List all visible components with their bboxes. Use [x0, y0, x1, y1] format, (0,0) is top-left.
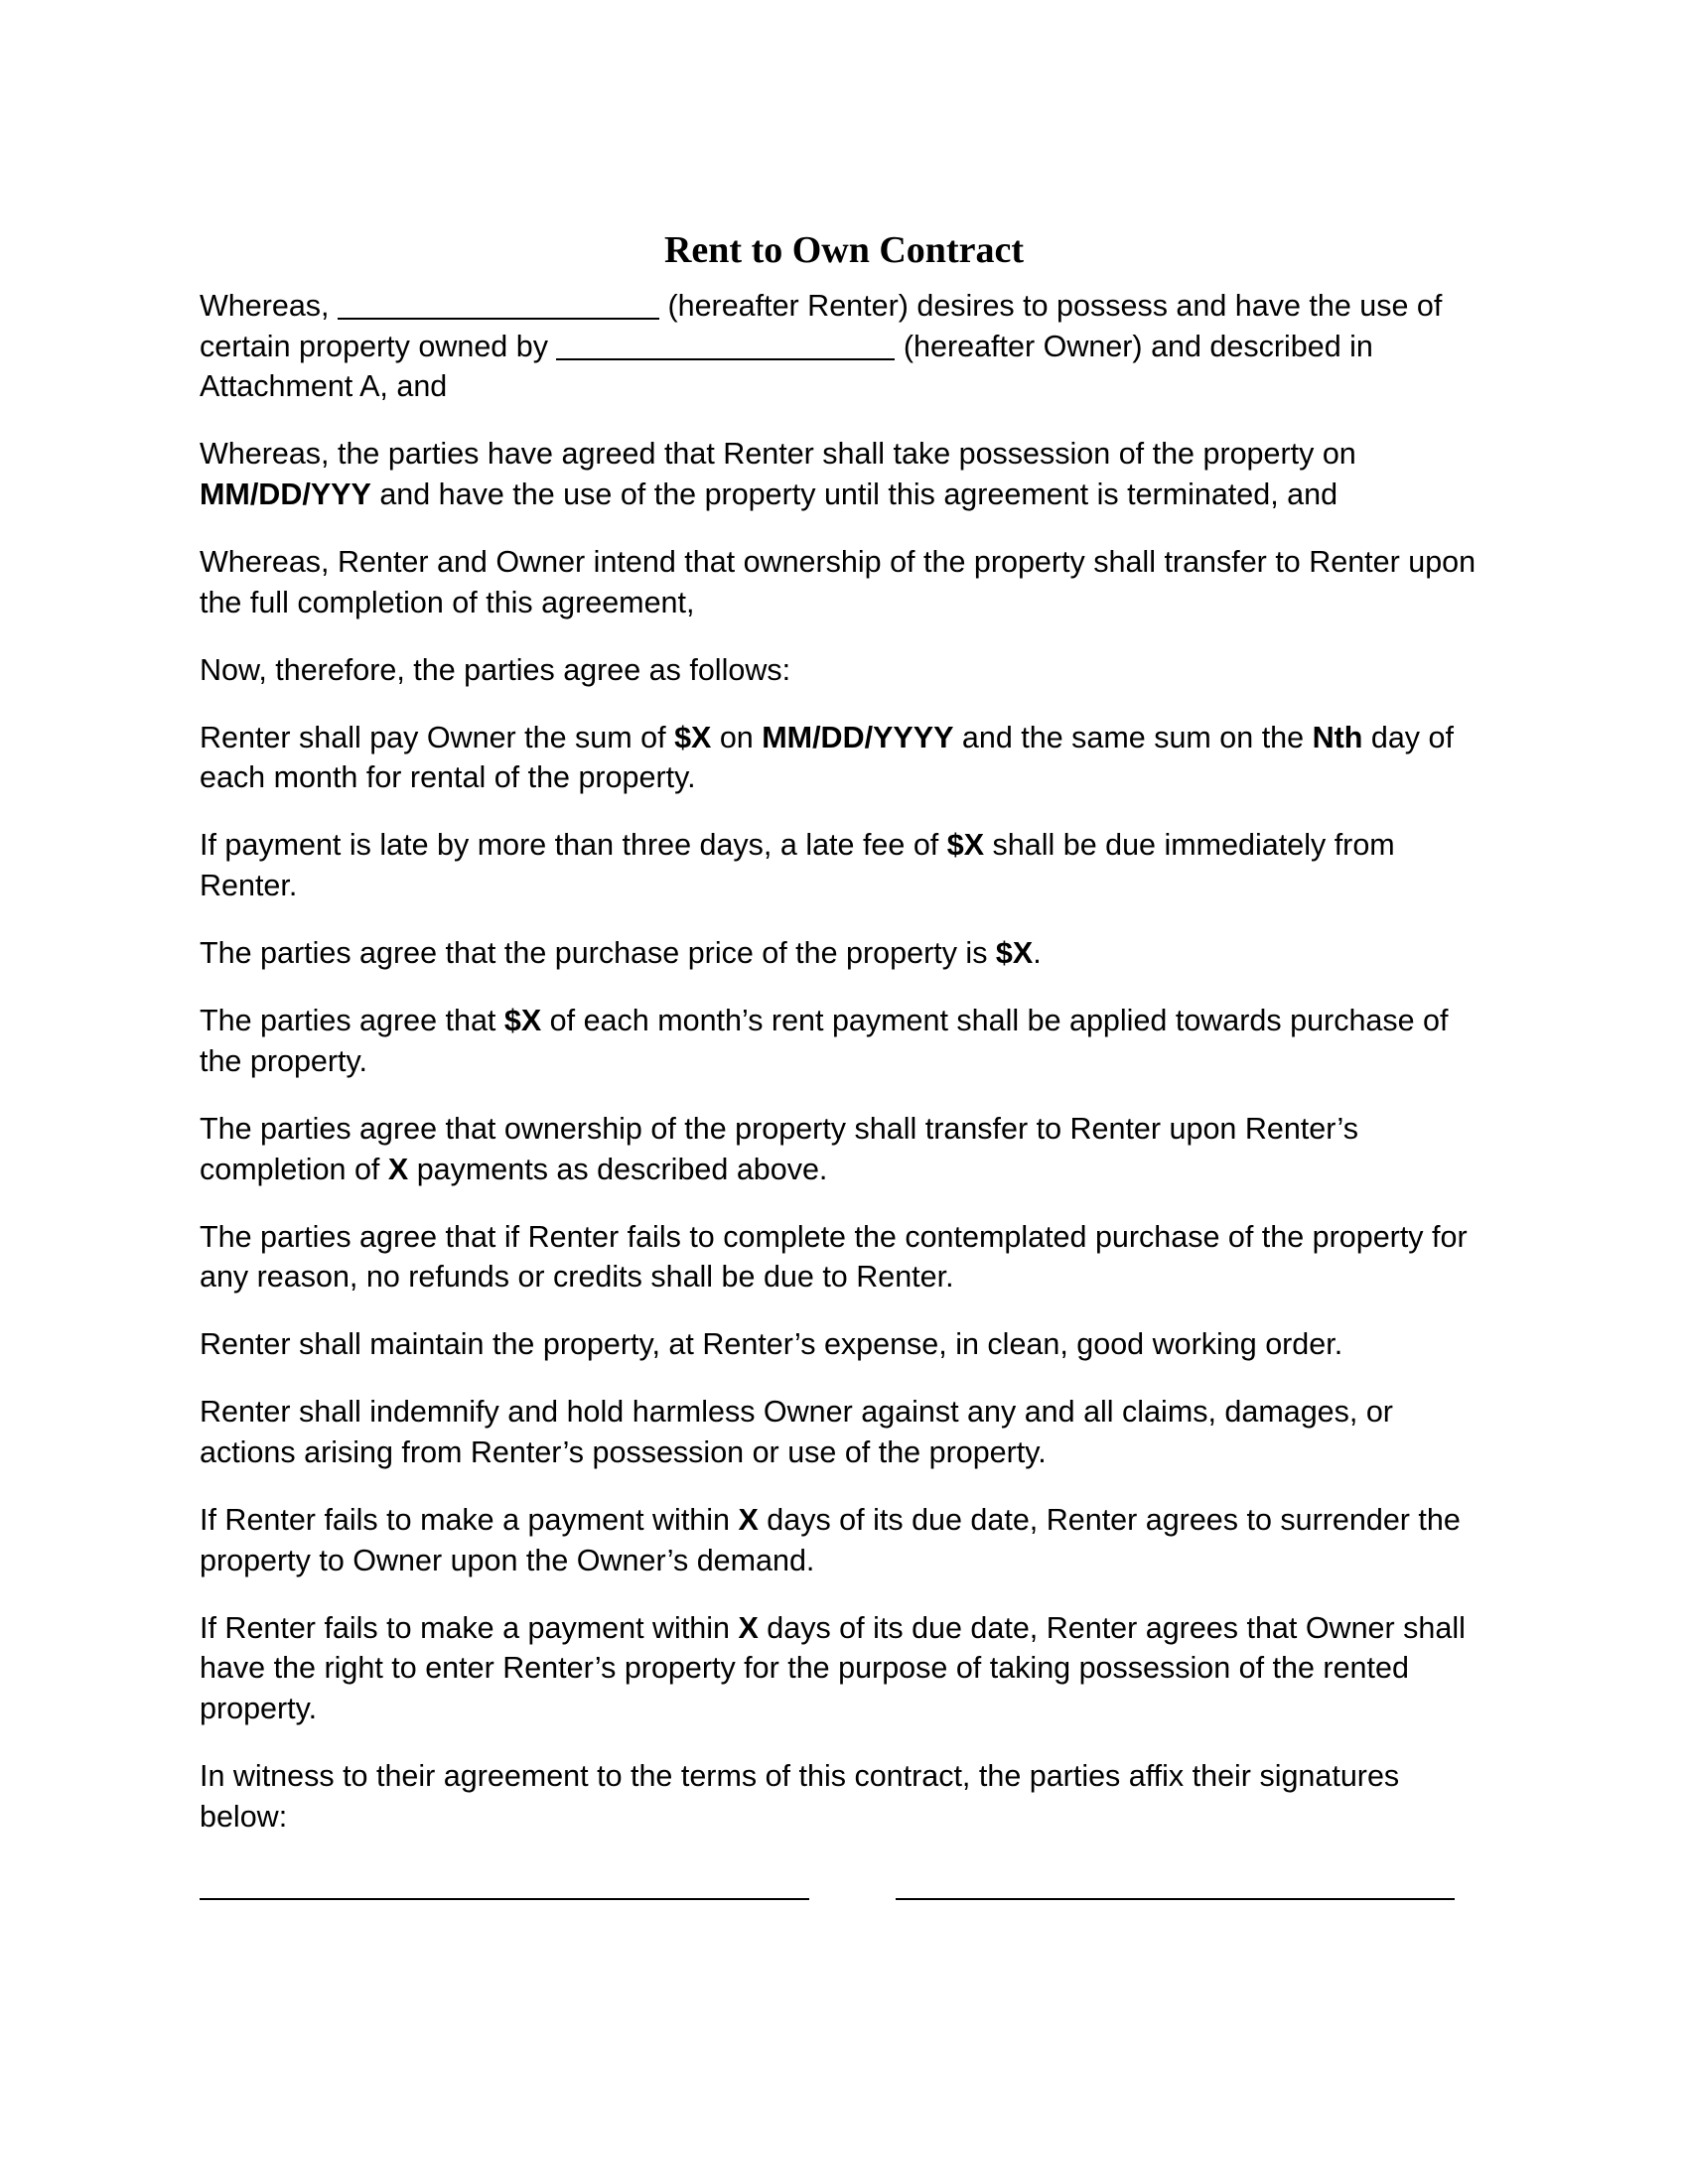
paragraph-late-fee [200, 825, 1490, 905]
rent-credit-placeholder: $X [503, 1004, 542, 1038]
paragraph-text: of each month’s rent payment shall be applied towards purchase of the property. [200, 1004, 1449, 1078]
paragraph-text: The parties agree that the purchase price of the property is [200, 936, 996, 971]
paragraph-text: shall be due immediately from Renter. [200, 828, 1395, 903]
paragraph-purchase-price [200, 933, 1490, 974]
owner-signature-line[interactable] [896, 1898, 1455, 1900]
renter-signature-line[interactable] [200, 1898, 809, 1900]
paragraph-text: and have the use of the property until this agreement is terminated, and [370, 477, 1338, 511]
paragraph-right-of-entry [200, 1608, 1490, 1729]
surrender-days-placeholder: X [738, 1503, 759, 1538]
contract-body [200, 286, 1490, 1864]
paragraph-rent-credit [200, 1001, 1490, 1081]
paragraph-possession [200, 434, 1490, 514]
paragraph-text: Whereas, the parties have agreed that Renter shall take possession of the property on [200, 437, 1356, 472]
late-fee-placeholder: $X [946, 828, 985, 863]
first-payment-date-placeholder: MM/DD/YYYY [762, 720, 954, 754]
paragraph-ownership-intent: Whereas, Renter and Owner intend that ownership of the property shall transfer to Renter upon the full completion of this agreement, [200, 544, 1477, 619]
paragraph-indemnify: Renter shall indemnify and hold harmless Owner against any and all claims, damages, or actions arising from Renter’s possession or use of the property. [200, 1395, 1393, 1469]
paragraph-agree-as-follows: Now, therefore, the parties agree as follows: [200, 652, 791, 687]
paragraph-text: (hereafter Owner) and described in Attachment A, and [200, 329, 1373, 404]
paragraph-maintenance: Renter shall maintain the property, at Renter’s expense, in clean, good working order. [200, 1327, 1343, 1362]
paragraph-text: (hereafter Renter) desires to possess and have the use of certain property owned by [200, 289, 1443, 363]
paragraph-surrender [200, 1500, 1490, 1580]
purchase-price-placeholder: $X [995, 936, 1034, 971]
paragraph-text: day of each month for rental of the property. [200, 720, 1454, 795]
paragraph-text: . [1033, 936, 1042, 971]
paragraph-text: on [711, 720, 763, 754]
paragraph-text: Renter shall pay Owner the sum of [200, 720, 675, 754]
paragraph-parties [200, 286, 1490, 407]
owner-name-blank[interactable] [556, 329, 895, 360]
paragraph-text: If payment is late by more than three days, a late fee of [200, 828, 947, 863]
paragraph-text: If Renter fails to make a payment within [200, 1610, 739, 1645]
payment-count-placeholder: X [387, 1152, 409, 1186]
paragraph-witness: In witness to their agreement to the terms of this contract, the parties affix their signatures below: [200, 1759, 1400, 1834]
paragraph-text: and the same sum on the [953, 720, 1313, 754]
document-title: Rent to Own Contract [663, 229, 1024, 271]
payment-day-placeholder: Nth [1312, 720, 1363, 754]
paragraph-text: Whereas, [200, 289, 338, 323]
paragraph-rent-payment [200, 718, 1490, 798]
paragraph-text: payments as described above. [408, 1152, 828, 1186]
paragraph-text: days of its due date, Renter agrees to surrender the property to Owner upon the Owner’s demand. [200, 1503, 1461, 1577]
paragraph-text: days of its due date, Renter agrees that Owner shall have the right to enter Renter’s property for the purpose of taking possession of the rented property. [200, 1610, 1466, 1725]
paragraph-no-refunds: The parties agree that if Renter fails to complete the contemplated purchase of the property for any reason, no refunds or credits shall be due to Renter. [200, 1219, 1468, 1295]
paragraph-text: The parties agree that ownership of the property shall transfer to Renter upon Renter’s completion of [200, 1111, 1358, 1186]
paragraph-ownership-transfer [200, 1109, 1490, 1189]
rent-amount-placeholder: $X [674, 720, 712, 754]
entry-days-placeholder: X [738, 1610, 759, 1645]
paragraph-text: If Renter fails to make a payment within [200, 1503, 739, 1538]
paragraph-text: The parties agree that [200, 1004, 504, 1038]
possession-date-placeholder: MM/DD/YYY [200, 477, 371, 511]
renter-name-blank[interactable] [338, 288, 659, 320]
